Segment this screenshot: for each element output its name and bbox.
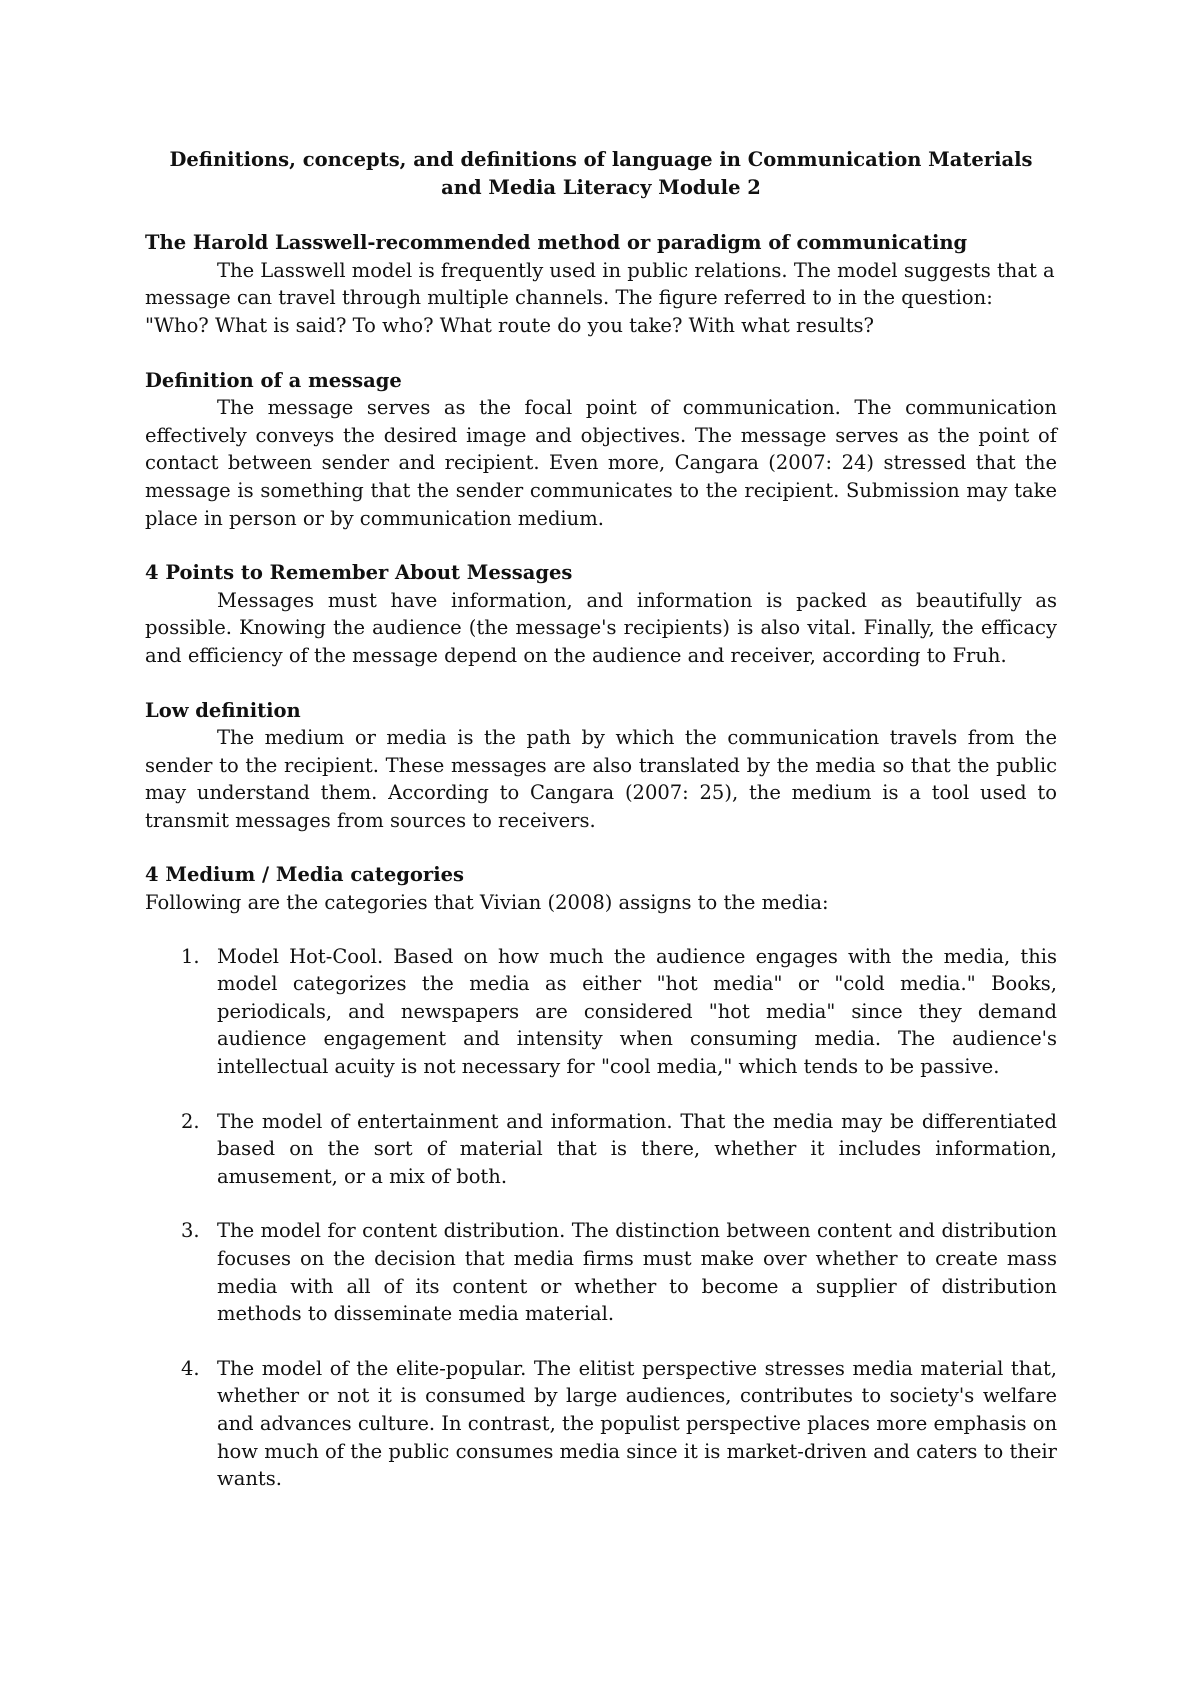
- section-media-categories: [145, 861, 1057, 1492]
- section-intro: Following are the categories that Vivian (2008) assigns to the media:: [145, 891, 829, 915]
- section-low-definition: [145, 697, 1057, 835]
- media-category-list: [145, 943, 1057, 1493]
- list-item-text: The model of the elite-popular. The elitist perspective stresses media material that, whether or not it is consumed by large audiences, contributes to society's welfare and advances culture. In contrast, the populist perspective places more emphasis on how much of the public consumes media since it is market-driven and caters to their wants.: [217, 1356, 1057, 1491]
- list-item-number: 1.: [181, 944, 200, 968]
- document-title: Definitions, concepts, and definitions of language in Communication Materials and Media Literacy Module 2: [169, 148, 1033, 199]
- section-paragraph: The Lasswell model is frequently used in public relations. The model suggests that a message can travel through multiple channels. The figure referred to in the question: "Who? What is said? To who? What route do you take? With what results?: [145, 258, 1055, 337]
- list-item: [145, 1217, 1057, 1327]
- section-heading: 4 Medium / Media categories: [145, 863, 464, 887]
- section-paragraph: The medium or media is the path by which the communication travels from the sender to the recipient. These messages are also translated by the media so that the public may understand them. According to Cangara (2007: 25), the medium is a tool used to transmit messages from sources to receivers.: [145, 726, 1057, 832]
- section-heading: 4 Points to Remember About Messages: [145, 561, 573, 585]
- document-body: [145, 146, 1057, 1520]
- list-item-text: Model Hot-Cool. Based on how much the audience engages with the media, this model categorizes the media as either "hot media" or "cold media." Books, periodicals, and newspapers are considered "hot media" since they demand audience engagement and intensity when consuming media. The audience's intellectual acuity is not necessary for "cool media," which tends to be passive.: [217, 944, 1057, 1079]
- section-paragraph: Messages must have information, and information is packed as beautifully as possible. Knowing the audience (the message's recipients) is also vital. Finally, the efficacy and efficiency of the message depend on the audience and receiver, according to Fruh.: [145, 588, 1057, 667]
- section-lasswell: [145, 229, 1057, 339]
- list-item: [145, 943, 1057, 1081]
- section-message-definition: [145, 367, 1057, 533]
- list-item: [145, 1108, 1057, 1191]
- list-item-number: 2.: [181, 1109, 200, 1133]
- list-item-number: 4.: [181, 1356, 200, 1380]
- list-item: [145, 1355, 1057, 1493]
- section-heading: Low definition: [145, 698, 301, 722]
- list-item-text: The model of entertainment and information. That the media may be differentiated based on the sort of material that is there, whether it includes information, amusement, or a mix of both.: [217, 1109, 1057, 1188]
- list-item-number: 3.: [181, 1219, 200, 1243]
- list-item-text: The model for content distribution. The distinction between content and distribution focuses on the decision that media firms must make over whether to create mass media with all of its content or whether to become a supplier of distribution methods to disseminate media material.: [217, 1219, 1057, 1326]
- section-message-points: [145, 559, 1057, 669]
- section-heading: The Harold Lasswell-recommended method or paradigm of communicating: [145, 231, 968, 255]
- section-paragraph: The message serves as the focal point of communication. The communication effectively conveys the desired image and objectives. The message serves as the point of contact between sender and recipient. Even more, Cangara (2007: 24) stressed that the message is something that the sender communicates to the recipient. Submission may take place in person or by communication medium.: [145, 396, 1057, 530]
- section-heading: Definition of a message: [145, 368, 402, 392]
